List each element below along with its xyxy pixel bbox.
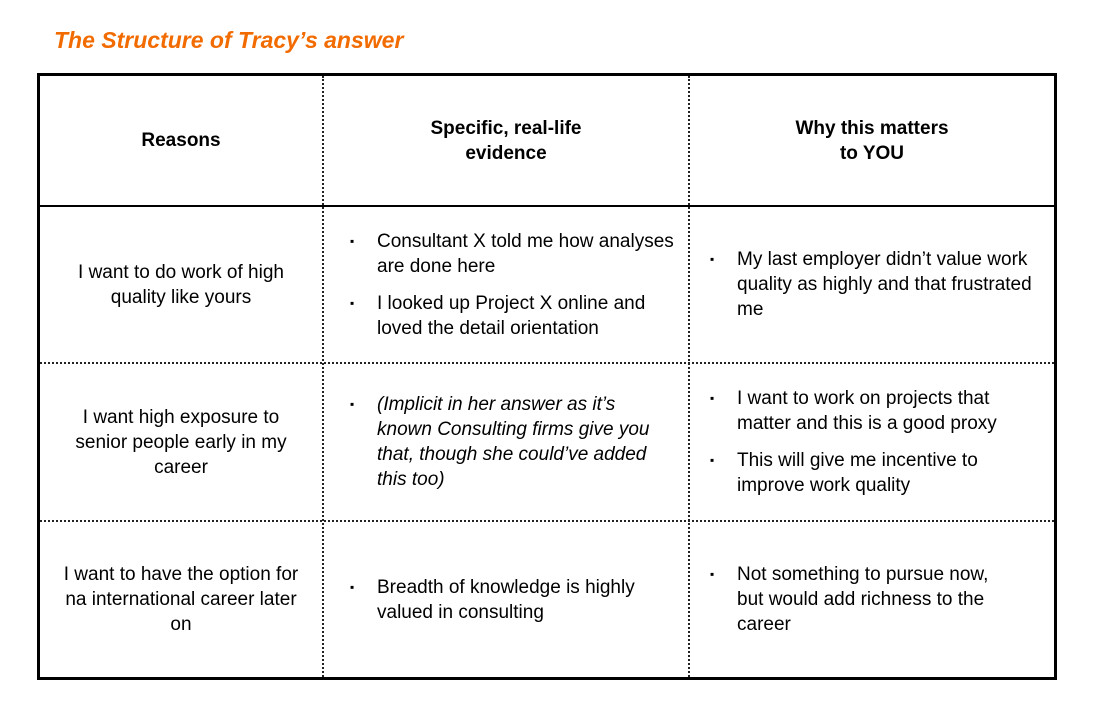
why-list [710, 386, 1040, 498]
bullet-square-icon: ▪ [710, 391, 715, 405]
row-2-why [710, 364, 1040, 520]
evidence-text: Consultant X told me how analyses are done here [377, 230, 674, 277]
reason-text: I want high exposure to senior people early in my career [75, 406, 287, 478]
header-reasons-text: Reasons [141, 130, 221, 151]
why-item [710, 448, 1040, 498]
why-item [710, 562, 1020, 637]
evidence-item [350, 392, 650, 492]
header-why-line2: to YOU [839, 142, 905, 164]
evidence-list [350, 229, 680, 341]
header-reasons [40, 76, 322, 205]
row-1-why [710, 207, 1040, 362]
bullet-square-icon: ▪ [710, 567, 715, 581]
bullet-square-icon: ▪ [350, 295, 355, 310]
reason-text: I want to do work of high quality like yours [78, 261, 284, 308]
header-why [690, 76, 1054, 205]
row-1-evidence [350, 207, 680, 362]
evidence-item [350, 575, 670, 625]
row-1-reason [60, 207, 302, 362]
header-evidence-line2: evidence [465, 142, 547, 164]
row-3-evidence [350, 522, 670, 677]
why-text: Not something to pursue now, but would add richness to the career [737, 564, 989, 635]
header-evidence [324, 76, 688, 205]
why-text: My last employer didn’t value work quality as highly and that frustrated me [737, 249, 1032, 320]
why-text: This will give me incentive to improve work quality [737, 450, 978, 496]
why-item [710, 247, 1040, 322]
bullet-square-icon: ▪ [350, 579, 355, 594]
header-why-line1: Why this matters [795, 117, 949, 139]
page-title: The Structure of Tracy’s answer [54, 27, 404, 53]
evidence-list [350, 392, 650, 492]
why-text: I want to work on projects that matter and this is a good proxy [737, 388, 997, 434]
evidence-item [350, 291, 680, 341]
bullet-square-icon: ▪ [350, 397, 355, 411]
bullet-square-icon: ▪ [710, 252, 715, 266]
why-list [710, 562, 1020, 637]
row-3-why [710, 522, 1020, 677]
bullet-square-icon: ▪ [350, 233, 355, 248]
evidence-text: Breadth of knowledge is highly valued in consulting [377, 576, 635, 623]
row-3-reason [60, 522, 302, 677]
evidence-text: I looked up Project X online and loved the detail orientation [377, 292, 646, 339]
why-list [710, 247, 1040, 322]
evidence-text: (Implicit in her answer as it’s known Consulting firms give you that, though she could’ve added this too) [377, 394, 650, 490]
row-2-evidence [350, 364, 650, 520]
answer-structure-table [37, 73, 1057, 680]
bullet-square-icon: ▪ [710, 453, 715, 467]
header-evidence-line1: Specific, real-life [430, 117, 582, 139]
why-item [710, 386, 1040, 436]
evidence-list [350, 575, 670, 625]
row-2-reason [60, 364, 302, 520]
reason-text: I want to have the option for na international career later on [63, 564, 299, 635]
evidence-item [350, 229, 680, 279]
